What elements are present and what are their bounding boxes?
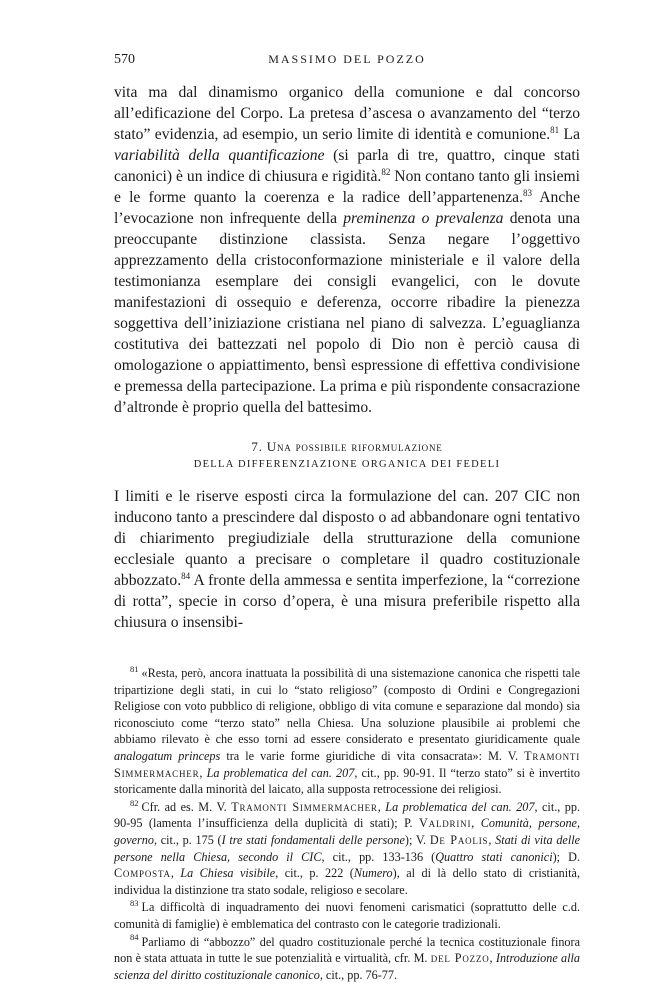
text-run: , cit., pp. 76-77.	[319, 967, 397, 982]
author-name: De Paolis	[429, 832, 489, 847]
text-run: (si parla di tre, quattro, cinque stati canonici) è un indice di chiusura e rigidità.	[114, 147, 580, 185]
text-run: denota una preoccupante distinzione classista. Senza negare l’oggettivo apprezzamento della cristoconformazione ministeriale e il valore della testimonianza esemplare dei consigli evangelici, con le dovute manifestazioni di ossequio e deferenza, occorre ribadire la pienezza soggettiva dell’iniziazione cristiana nel piano di salvezza. L’eguaglianza costitutiva dei battezzati nel popolo di Dio non è perciò causa di omologazione o appiattimento, bensì espressione di effettiva condivisione e premessa della partecipazione. La prima e più rispondente consacrazione d’altronde è proprio quella del battesimo.	[114, 210, 580, 416]
footnote-number: 81	[130, 663, 139, 674]
author-name: Tramonti Simmermacher	[114, 748, 580, 780]
footnote-82	[114, 799, 580, 899]
paragraph-1	[114, 82, 580, 418]
text-run: ); D.	[552, 849, 581, 864]
section-subtitle: DELLA DIFFERENZIAZIONE ORGANICA DEI FEDELI	[193, 459, 501, 470]
running-head: MASSIMO DEL POZZO	[268, 52, 426, 66]
footnotes	[114, 665, 580, 983]
italic-phrase: Stati di vita delle persone nella Chiesa, secondo il CIC	[114, 832, 581, 864]
footnote-ref-83[interactable]: 83	[522, 187, 532, 198]
footnote-84	[114, 934, 580, 984]
italic-phrase: Quattro stati canonici	[435, 849, 553, 864]
footnote-number: 83	[130, 898, 139, 909]
text-run: A fronte della ammessa e sentita imperfezione, la “correzione di rotta”, specie in corso d’opera, è una misura preferibile rispetto alla chiusura o insensibi-	[114, 572, 580, 631]
italic-phrase: Introduzione alla scienza del diritto costituzionale canonico	[114, 951, 581, 982]
text-run: ,	[488, 832, 496, 847]
text-run: ,	[471, 816, 481, 831]
text-run: , cit., pp. 90-95 (lamenta l’insufficienza della duplicità di stati); P.	[114, 799, 581, 831]
text-run: Non contano tanto gli insiemi e le forme quanto la coerenza e la radice dell’appartenenza.	[114, 168, 581, 206]
text-run: La	[559, 126, 580, 143]
text-run: Cfr. ad es. M. V.	[141, 799, 232, 814]
footnote-number: 82	[130, 797, 139, 808]
footnote-83	[114, 899, 580, 932]
text-run: I limiti e le riserve esposti circa la formulazione del can. 207 CIC non inducono tanto a prescindere dal disposto o ad abbandonare ogni tentativo di chiarimento pregiudiziale della strutturazione della comunione ecclesiale quanto a precisare o completare il quadro costituzionale abbozzato.	[114, 488, 580, 589]
text-run: La difficoltà di inquadramento dei nuovi fenomeni carismatici (soprattutto delle c.d. comunità di famiglie) è emblematica del contrasto con le categorie tradizionali.	[114, 900, 580, 931]
italic-phrase: La Chiesa visibile	[180, 866, 276, 881]
text-run: ,	[199, 765, 207, 780]
text-run: ); V.	[404, 832, 430, 847]
text-run: , cit., pp. 90-91. Il “terzo stato” si è invertito storicamente dalla minorità del laicato, alla supposta retrocessione dei religiosi.	[114, 765, 581, 797]
paragraph-2	[114, 486, 580, 633]
page-number: 570	[114, 52, 135, 67]
footnote-ref-81[interactable]: 81	[550, 124, 560, 135]
italic-phrase: Numero	[353, 866, 393, 881]
italic-phrase: I tre stati fondamentali delle persone	[221, 832, 405, 847]
main-text	[114, 82, 580, 633]
text-run: tra le varie forme giuridiche di vita consacrata»: M. V.	[220, 748, 525, 763]
text-run: vita ma dal dinamismo organico della comunione e dal concorso all’edificazione del Corpo. La pretesa d’ascesa o avanzamento del “terzo stato” evidenzia, ad esempio, un serio limite di identità e comunione.	[114, 84, 580, 143]
text-run: «Resta, però, ancora inattuata la possibilità di una sistemazione canonica che rispetti tale tripartizione degli stati, in cui lo “stato religioso” (composto di Ordini e Congregazioni Religiose con voto pubblico di religione, obbligo di vita comune e separazione dal mondo) sia riconosciuto come “terzo stato” nella Chiesa. Una soluzione plausibile ai problemi che abbiamo rilevato è che esso torni ad essere considerato e presentato giuridicamente quale	[114, 666, 580, 747]
italic-phrase: analogatum princeps	[114, 748, 221, 763]
section-title: 7. Una possibile riformulazione	[251, 439, 443, 454]
text-run: Parliamo di “abbozzo” del quadro costituzionale perché la tecnica costituzionale finora non è stata attuata in tutte le sue potenzialità e virtualità, cfr. M.	[114, 934, 580, 966]
italic-phrase: Comunità, persone, governo	[114, 816, 581, 847]
text-run: ,	[170, 866, 181, 881]
section-heading	[114, 438, 580, 474]
author-name: Tramonti Simmermacher	[231, 799, 378, 814]
author-name: Composta	[114, 866, 171, 881]
footnote-81	[114, 665, 580, 798]
text-run: , cit., pp. 133-136 (	[321, 849, 436, 864]
italic-phrase: variabilità della quantificazione	[114, 147, 325, 164]
page-header	[114, 52, 580, 72]
text-run: ,	[377, 799, 386, 814]
text-run: ), al di là dello stato di cristianità, individua la distinzione tra stato sodale, religioso e secolare.	[114, 866, 580, 897]
footnote-ref-82[interactable]: 82	[381, 166, 391, 177]
italic-phrase: preminenza o prevalenza	[343, 210, 504, 227]
footnote-ref-84[interactable]: 84	[181, 570, 191, 581]
italic-phrase: La problematica del can. 207	[385, 799, 535, 814]
text-run: , cit., p. 222 (	[275, 866, 354, 881]
footnote-number: 84	[130, 932, 139, 943]
text-run: , cit., p. 175 (	[153, 832, 222, 847]
author-name: Valdrini	[419, 816, 472, 831]
text-run: ,	[489, 951, 496, 966]
italic-phrase: La problematica del can. 207	[206, 765, 355, 780]
text-run: Anche l’evocazione non infrequente della	[114, 189, 580, 227]
author-name: del Pozzo	[430, 951, 490, 966]
book-page	[114, 52, 580, 984]
